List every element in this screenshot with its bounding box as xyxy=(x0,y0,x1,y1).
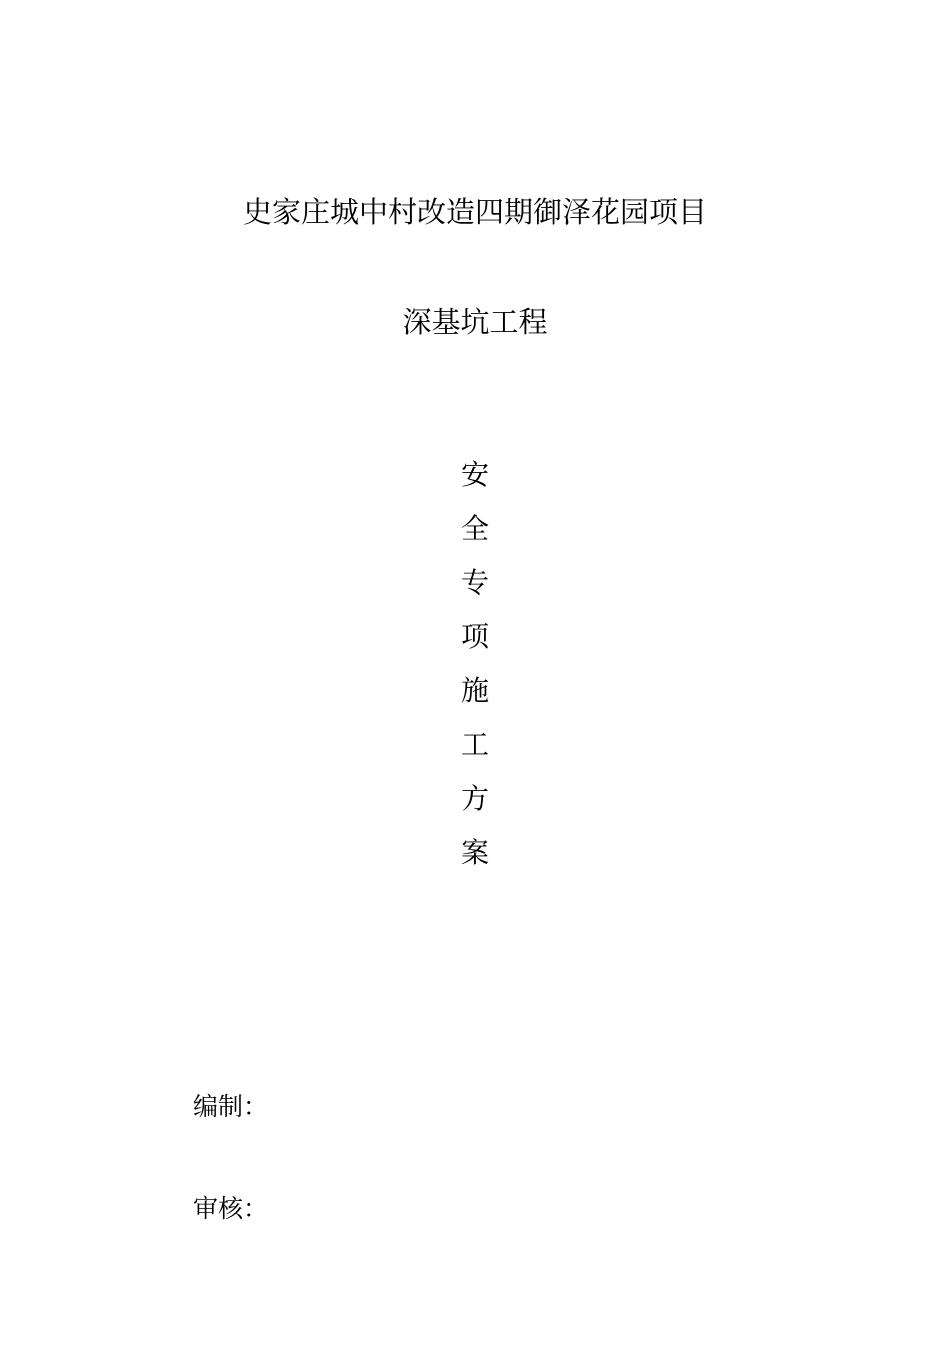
vertical-title-char: 安 xyxy=(460,458,489,491)
vertical-title-char: 案 xyxy=(460,836,489,869)
vertical-title-char: 工 xyxy=(460,728,489,761)
vertical-title-char: 全 xyxy=(460,512,489,545)
vertical-title-char: 专 xyxy=(460,566,489,599)
reviewed-by-label: 审核： xyxy=(193,1194,269,1223)
project-title: 史家庄城中村改造四期御泽花园项目 xyxy=(242,195,707,229)
vertical-title xyxy=(0,448,950,880)
sub-title: 深基坑工程 xyxy=(402,305,548,339)
vertical-title-char: 方 xyxy=(460,782,489,815)
compiled-by-label: 编制： xyxy=(193,1092,269,1121)
vertical-title-char: 施 xyxy=(460,674,489,707)
vertical-title-char: 项 xyxy=(460,620,489,653)
